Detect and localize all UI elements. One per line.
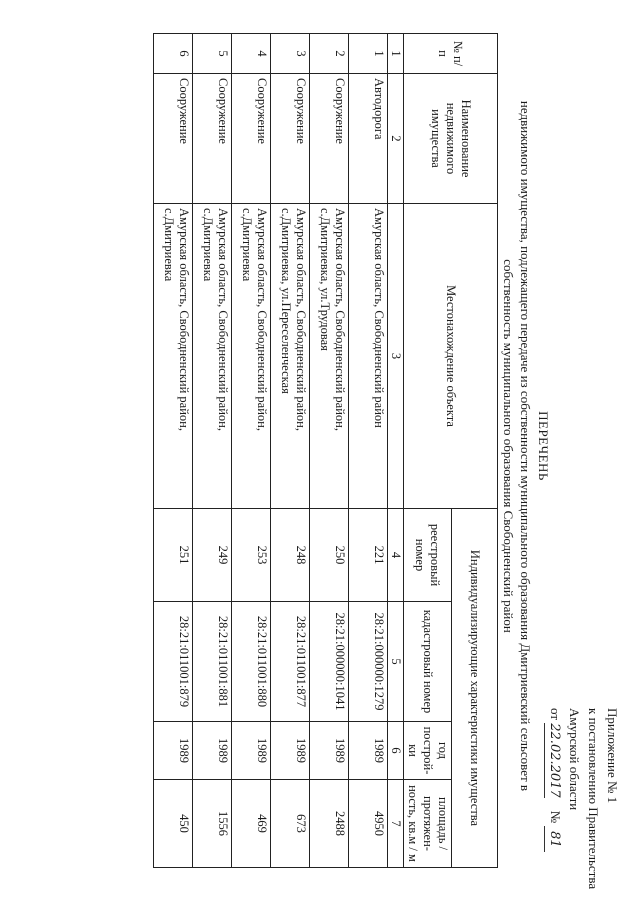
header-area: площадь / протяжен-ность, кв.м / м bbox=[404, 780, 452, 868]
header-year: год построй-ки bbox=[404, 722, 452, 780]
column-number: 7 bbox=[388, 780, 404, 868]
cell-num: 2 bbox=[310, 34, 349, 74]
cell-location: Амурская область, Свободненский район, с.Дмитриевка bbox=[193, 204, 232, 509]
column-number-row bbox=[388, 34, 404, 868]
header-registry: реестровый номер bbox=[404, 509, 452, 602]
cell-cadastral: 28:21:011001:881 bbox=[193, 602, 232, 722]
date-prefix: от bbox=[548, 708, 563, 721]
handwritten-date: 22.02.2017 bbox=[544, 723, 564, 797]
column-number: 6 bbox=[388, 722, 404, 780]
table-row bbox=[271, 34, 310, 868]
cell-area: 2488 bbox=[310, 780, 349, 868]
cell-registry: 248 bbox=[271, 509, 310, 602]
cell-registry: 253 bbox=[232, 509, 271, 602]
column-number: 1 bbox=[388, 34, 404, 74]
cell-registry: 249 bbox=[193, 509, 232, 602]
cell-year: 1989 bbox=[193, 722, 232, 780]
cell-cadastral: 28:21:000000:1041 bbox=[310, 602, 349, 722]
cell-name: Сооружение bbox=[193, 74, 232, 204]
cell-num: 3 bbox=[271, 34, 310, 74]
header-cadastral: кадастровый номер bbox=[404, 602, 452, 722]
cell-location: Амурская область, Свободненский район bbox=[349, 204, 388, 509]
cell-registry: 250 bbox=[310, 509, 349, 602]
cell-name: Сооружение bbox=[271, 74, 310, 204]
cell-num: 6 bbox=[154, 34, 193, 74]
number-prefix: № bbox=[548, 810, 563, 824]
cell-area: 673 bbox=[271, 780, 310, 868]
cell-year: 1989 bbox=[271, 722, 310, 780]
appendix-region-line: Амурской области bbox=[567, 708, 582, 811]
cell-year: 1989 bbox=[232, 722, 271, 780]
table-row bbox=[154, 34, 193, 868]
table-row bbox=[193, 34, 232, 868]
document-subtitle-line-2: собственность муниципального образования Свободненский район bbox=[501, 259, 516, 633]
header-location: Местонахождение объекта bbox=[404, 204, 498, 509]
cell-cadastral: 28:21:011001:877 bbox=[271, 602, 310, 722]
cell-year: 1989 bbox=[154, 722, 193, 780]
column-number: 3 bbox=[388, 204, 404, 509]
appendix-resolution-line: к постановлению Правительства bbox=[586, 708, 601, 890]
cell-area: 4950 bbox=[349, 780, 388, 868]
table-row bbox=[310, 34, 349, 868]
cell-location: Амурская область, Свободненский район, с.Дмитриевка bbox=[232, 204, 271, 509]
cell-num: 5 bbox=[193, 34, 232, 74]
cell-year: 1989 bbox=[310, 722, 349, 780]
cell-registry: 221 bbox=[349, 509, 388, 602]
cell-num: 1 bbox=[349, 34, 388, 74]
cell-num: 4 bbox=[232, 34, 271, 74]
cell-registry: 251 bbox=[154, 509, 193, 602]
cell-name: Сооружение bbox=[154, 74, 193, 204]
document-subtitle-line-1: недвижимого имущества, подлежащего передаче из собственности муниципального образования Дмитриевский сельсовет в bbox=[518, 100, 533, 792]
document-title-block bbox=[500, 36, 552, 856]
cell-year: 1989 bbox=[349, 722, 388, 780]
column-number: 2 bbox=[388, 74, 404, 204]
cell-cadastral: 28:21:000000:1279 bbox=[349, 602, 388, 722]
handwritten-number: 81 bbox=[544, 826, 564, 852]
cell-cadastral: 28:21:011001:880 bbox=[232, 602, 271, 722]
cell-name: Сооружение bbox=[310, 74, 349, 204]
cell-location: Амурская область, Свободненский район, с.Дмитриевка, ул.Трудовая bbox=[310, 204, 349, 509]
document-heading: ПЕРЕЧЕНЬ bbox=[536, 411, 551, 481]
header-row-top bbox=[452, 34, 498, 868]
header-characteristics-group: Индивидуализирующие характеристики имущества bbox=[452, 509, 498, 868]
header-name: Наименование недвижимого имущества bbox=[404, 74, 498, 204]
column-number: 4 bbox=[388, 509, 404, 602]
appendix-title: Приложение № 1 bbox=[605, 708, 620, 804]
appendix-note bbox=[544, 708, 622, 898]
cell-location: Амурская область, Свободненский район, с.Дмитриевка bbox=[154, 204, 193, 509]
cell-location: Амурская область, Свободненский район, с.Дмитриевка, ул.Переселенческая bbox=[271, 204, 310, 509]
column-number: 5 bbox=[388, 602, 404, 722]
property-table bbox=[153, 33, 498, 868]
cell-name: Сооружение bbox=[232, 74, 271, 204]
cell-area: 469 bbox=[232, 780, 271, 868]
cell-cadastral: 28:21:011001:879 bbox=[154, 602, 193, 722]
cell-name: Автодорога bbox=[349, 74, 388, 204]
header-num: № п/п bbox=[404, 34, 498, 74]
table-row bbox=[232, 34, 271, 868]
table-row bbox=[349, 34, 388, 868]
cell-area: 1556 bbox=[193, 780, 232, 868]
cell-area: 450 bbox=[154, 780, 193, 868]
